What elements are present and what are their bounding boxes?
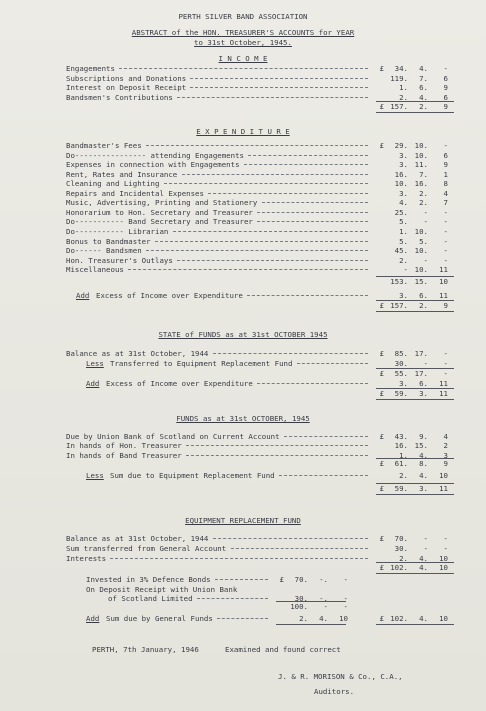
row-label: Do----------- Band Secretary and Treasurer (66, 217, 253, 227)
row-label: Bonus to Bandmaster (66, 236, 151, 246)
pence: 10 (439, 553, 448, 563)
row-label: Due by Union Bank of Scotland on Current Account (66, 432, 280, 441)
pence: - (343, 594, 348, 604)
shillings: 4. (419, 471, 428, 480)
adjust-word: Add (86, 379, 100, 388)
leader-dashes (247, 295, 368, 296)
expenditure-row (66, 256, 446, 265)
pence: 4 (443, 432, 448, 441)
shillings: 2. (419, 301, 428, 310)
total-rule (376, 573, 454, 574)
row-label: Bandmaster's Fees (66, 141, 142, 150)
currency-symbol: £ (379, 534, 384, 543)
shillings: 4. (319, 614, 328, 623)
pounds: 43. (394, 432, 408, 441)
shillings: 11. (414, 160, 428, 170)
currency-symbol: £ (379, 614, 384, 623)
pence: 3 (443, 450, 448, 460)
leader-dashes (173, 231, 368, 232)
state-sub (66, 369, 446, 378)
auditor-role: Auditors. (314, 687, 355, 696)
equipment-row (66, 534, 446, 543)
pence: - (443, 255, 448, 265)
row-label: Balance as at 31st October, 1944 (66, 349, 209, 358)
pounds: 3. (399, 160, 408, 170)
row-label: Invested in 3% Defence Bonds (86, 575, 211, 584)
shillings: 3. (419, 389, 428, 398)
row-label: Honorarium to Hon. Secretary and Treasurer (66, 207, 253, 217)
pounds: 2. (399, 471, 408, 480)
funds-sub (66, 459, 446, 468)
pounds: 25. (394, 207, 408, 217)
equipment-row (66, 544, 446, 553)
total-rule (376, 494, 454, 495)
state-heading: STATE of FUNDS as at 31st OCTOBER 1945 (158, 330, 328, 339)
pence: - (443, 246, 448, 256)
pounds: - (403, 265, 408, 275)
shillings: - (423, 255, 428, 265)
shillings: 4. (419, 614, 428, 623)
row-label: Expenses in connection with Engagements (66, 160, 240, 170)
pounds: 2. (299, 614, 308, 623)
pounds: 1. (399, 450, 408, 460)
shillings: - (423, 207, 428, 217)
currency-symbol: £ (379, 369, 384, 378)
pounds: 29. (394, 141, 408, 150)
pounds: 1. (399, 226, 408, 236)
row-label: Engagements (66, 64, 115, 73)
shillings: - (323, 602, 328, 611)
shillings: 7. (419, 73, 428, 83)
adjust-word: Add (76, 291, 90, 300)
income-row (66, 74, 446, 83)
pounds: 55. (394, 369, 408, 378)
row-label: Hon. Treasurer's Outlays (66, 255, 173, 265)
funds-row (66, 432, 446, 441)
pence: - (443, 226, 448, 236)
pence: 11 (439, 291, 448, 300)
pence: 4 (443, 188, 448, 198)
pounds: 102. (390, 563, 408, 572)
pence: 11 (439, 389, 448, 398)
row-label: Do------ Bandsmen (66, 246, 142, 256)
investment-row (86, 575, 466, 584)
adjust-word: Less (86, 359, 104, 368)
pence: - (343, 602, 348, 611)
pounds: 157. (390, 301, 408, 310)
expenditure-row (66, 179, 446, 188)
pounds: 16. (394, 169, 408, 179)
leader-dashes (110, 558, 368, 559)
pounds: 119. (390, 73, 408, 83)
leader-dashes (182, 174, 369, 175)
pence: 10 (439, 277, 448, 286)
pounds: 30. (394, 543, 408, 553)
pounds: 70. (294, 575, 308, 584)
pence: 2 (443, 441, 448, 451)
shillings: 4. (419, 553, 428, 563)
leader-dashes (197, 598, 268, 599)
row-label: On Deposit Receipt with Union Bank (86, 584, 238, 594)
expenditure-subtotal (66, 277, 446, 286)
pence: - (443, 236, 448, 246)
total-rule (376, 112, 454, 113)
row-label: In hands of Band Treasurer (66, 450, 182, 460)
leader-dashes (146, 145, 368, 146)
income-row (66, 64, 446, 73)
leader-dashes (119, 68, 368, 69)
leader-dashes (257, 212, 368, 213)
pounds: 3. (399, 379, 408, 388)
currency-symbol: £ (379, 64, 384, 73)
pence: - (443, 359, 448, 368)
pounds: 45. (394, 246, 408, 256)
row-label: Rent, Rates and Insurance (66, 169, 178, 179)
leader-dashes (262, 202, 368, 203)
expenditure-row (66, 246, 446, 255)
shillings: 2. (419, 102, 428, 111)
shillings: 15. (414, 277, 428, 286)
row-label: Sum due to Equipment Replacement Fund (110, 471, 275, 480)
shillings: - (423, 543, 428, 553)
pounds: 30. (294, 594, 308, 604)
shillings: 6. (419, 291, 428, 300)
leader-dashes (190, 78, 368, 79)
shillings: 16. (414, 179, 428, 189)
pounds: 61. (394, 459, 408, 468)
expenditure-row (66, 208, 446, 217)
state-total (66, 389, 446, 398)
row-label: Interest on Deposit Receipt (66, 83, 187, 93)
pence: - (443, 369, 448, 378)
pounds: 2. (399, 255, 408, 265)
leader-dashes (231, 548, 368, 549)
funds-row (66, 441, 446, 450)
row-label: Do---------------- attending Engagements (66, 150, 244, 160)
pence: 6 (443, 92, 448, 102)
pounds: 4. (399, 198, 408, 208)
leader-dashes (248, 155, 368, 156)
leader-dashes (155, 241, 368, 242)
expenditure-row (66, 265, 446, 274)
pence: 9 (443, 459, 448, 468)
pounds: 1. (399, 83, 408, 93)
currency-symbol: £ (379, 563, 384, 572)
pounds: 100. (290, 602, 308, 611)
adjust-word: Add (86, 614, 100, 623)
currency-symbol: £ (379, 389, 384, 398)
pence: 9 (443, 83, 448, 93)
row-label: Music, Advertising, Printing and Stationery (66, 198, 258, 208)
equipment-total (66, 563, 446, 572)
expenditure-row (66, 160, 446, 169)
pounds: 3. (399, 291, 408, 300)
investment-sub (86, 602, 466, 611)
row-label: Interests (66, 553, 107, 563)
shillings: 4. (419, 450, 428, 460)
pence: 6 (443, 73, 448, 83)
shillings: 10. (414, 150, 428, 160)
leader-dashes (146, 250, 368, 251)
leader-dashes (213, 538, 368, 539)
pounds: 2. (399, 92, 408, 102)
shillings: 10. (414, 265, 428, 275)
row-label: Subscriptions and Donations (66, 73, 187, 83)
pence: 7 (443, 198, 448, 208)
shillings: 10. (414, 246, 428, 256)
currency-symbol: £ (379, 102, 384, 111)
shillings: 17. (414, 369, 428, 378)
row-label: Bandsmen's Contributions (66, 92, 173, 102)
pence: 10 (439, 563, 448, 572)
abstract-date: to 31st October, 1945. (194, 38, 292, 47)
shillings: - (423, 217, 428, 227)
row-label: Sum due by General Funds (106, 614, 213, 623)
row-label: Miscellaneous (66, 265, 124, 275)
leader-dashes (128, 269, 368, 270)
pounds: 3. (399, 150, 408, 160)
pence: 10 (439, 471, 448, 480)
expenditure-row (66, 217, 446, 226)
shillings: 3. (419, 484, 428, 493)
shillings: 2. (419, 198, 428, 208)
shillings: 10. (414, 226, 428, 236)
leader-dashes (164, 183, 368, 184)
shillings: 4. (419, 563, 428, 572)
pounds: 10. (394, 179, 408, 189)
expenditure-row (66, 189, 446, 198)
pence: - (443, 141, 448, 150)
currency-symbol: £ (379, 484, 384, 493)
leader-dashes (257, 383, 368, 384)
income-total (66, 102, 446, 111)
pounds: 34. (394, 64, 408, 73)
currency-symbol: £ (379, 301, 384, 310)
pence: 9 (443, 301, 448, 310)
state-less-row (86, 359, 466, 368)
pence: 9 (443, 102, 448, 111)
expenditure-total (66, 301, 446, 310)
income-row (66, 83, 446, 92)
row-label: Cleaning and Lighting (66, 179, 160, 189)
pounds: 30. (394, 359, 408, 368)
shillings: 8. (419, 459, 428, 468)
pence: - (443, 207, 448, 217)
pounds: 16. (394, 441, 408, 451)
expenditure-row (66, 237, 446, 246)
pence: 11 (439, 484, 448, 493)
pounds: 102. (390, 614, 408, 623)
total-rule (376, 624, 454, 625)
adjust-word: Less (86, 471, 104, 480)
shillings: -. (319, 594, 328, 604)
currency-symbol: £ (379, 459, 384, 468)
pence: 10 (339, 614, 348, 623)
expenditure-row (66, 227, 446, 236)
expenditure-row (66, 141, 446, 150)
shillings: 9. (419, 432, 428, 441)
leader-dashes (186, 445, 368, 446)
equipment-final (66, 614, 446, 623)
row-label: Balance as at 31st October, 1944 (66, 534, 209, 543)
pence: 1 (443, 169, 448, 179)
funds-less-row (86, 471, 466, 480)
pence: 11 (439, 265, 448, 275)
leader-dashes (215, 579, 268, 580)
row-label: Excess of Income over Expenditure (106, 379, 253, 388)
shillings: 2. (419, 188, 428, 198)
pence: 10 (439, 614, 448, 623)
leader-dashes (186, 455, 368, 456)
row-label: Sum transferred from General Account (66, 543, 227, 553)
leader-dashes (284, 436, 368, 437)
row-label: of Scotland Limited (108, 594, 193, 604)
pounds: 85. (394, 349, 408, 358)
org-title: PERTH SILVER BAND ASSOCIATION (178, 12, 308, 21)
pence: 9 (443, 160, 448, 170)
income-heading: I N C O M E (218, 54, 268, 63)
pence: - (443, 64, 448, 73)
pounds: 153. (390, 277, 408, 286)
pounds: 59. (394, 389, 408, 398)
expenditure-add-row (76, 291, 456, 300)
pounds: 2. (399, 553, 408, 563)
leader-dashes (244, 164, 368, 165)
row-label: In hands of Hon. Treasurer (66, 441, 182, 451)
state-balance (66, 349, 446, 358)
pence: 8 (443, 179, 448, 189)
pence: - (443, 349, 448, 358)
pounds: 5. (399, 236, 408, 246)
shillings: - (423, 359, 428, 368)
shillings: 4. (419, 64, 428, 73)
row-label: Excess of Income over Expenditure (96, 291, 243, 300)
place-date: PERTH, 7th January, 1946 (92, 645, 199, 654)
expenditure-row (66, 170, 446, 179)
shillings: 15. (414, 441, 428, 451)
abstract-title: ABSTRACT of the HON. TREASURER'S ACCOUNTS for YEAR (131, 28, 355, 37)
shillings: -. (319, 575, 328, 584)
examined-note: Examined and found correct (225, 645, 341, 654)
pence: - (343, 575, 348, 584)
funds-heading: FUNDS as at 31st OCTOBER, 1945 (176, 414, 310, 423)
pence: - (443, 534, 448, 543)
shillings: 6. (419, 83, 428, 93)
pounds: 5. (399, 217, 408, 227)
leader-dashes (257, 221, 368, 222)
shillings: 10. (414, 141, 428, 150)
investment-row (86, 585, 466, 594)
pence: - (443, 543, 448, 553)
state-add-row (86, 379, 466, 388)
currency-symbol: £ (379, 432, 384, 441)
row-label: Repairs and Incidental Expenses (66, 188, 204, 198)
total-rule (376, 399, 454, 400)
leader-dashes (208, 193, 368, 194)
leader-dashes (190, 87, 368, 88)
pence: 6 (443, 150, 448, 160)
auditor-firm: J. & R. MORISON & Co., C.A., (278, 672, 403, 681)
currency-symbol: £ (279, 575, 284, 584)
total-rule (276, 624, 346, 625)
leader-dashes (177, 97, 368, 98)
shillings: 4. (419, 92, 428, 102)
row-label: Transferred to Equipment Replacement Fund (110, 359, 293, 368)
pounds: 3. (399, 188, 408, 198)
pounds: 157. (390, 102, 408, 111)
pounds: 70. (394, 534, 408, 543)
expenditure-row (66, 198, 446, 207)
expenditure-row (66, 151, 446, 160)
pounds: 59. (394, 484, 408, 493)
shillings: 5. (419, 236, 428, 246)
leader-dashes (279, 475, 368, 476)
total-rule (376, 311, 454, 312)
shillings: 7. (419, 169, 428, 179)
row-label: Do----------- Librarian (66, 226, 169, 236)
shillings: 17. (414, 349, 428, 358)
expenditure-heading: E X P E N D I T U R E (196, 127, 290, 136)
leader-dashes (213, 353, 368, 354)
leader-dashes (177, 260, 368, 261)
shillings: - (423, 534, 428, 543)
equipment-heading: EQUIPMENT REPLACEMENT FUND (185, 516, 301, 525)
currency-symbol: £ (379, 349, 384, 358)
pence: - (443, 217, 448, 227)
funds-total (66, 484, 446, 493)
leader-dashes (297, 363, 368, 364)
pence: 11 (439, 379, 448, 388)
shillings: 6. (419, 379, 428, 388)
currency-symbol: £ (379, 141, 384, 150)
